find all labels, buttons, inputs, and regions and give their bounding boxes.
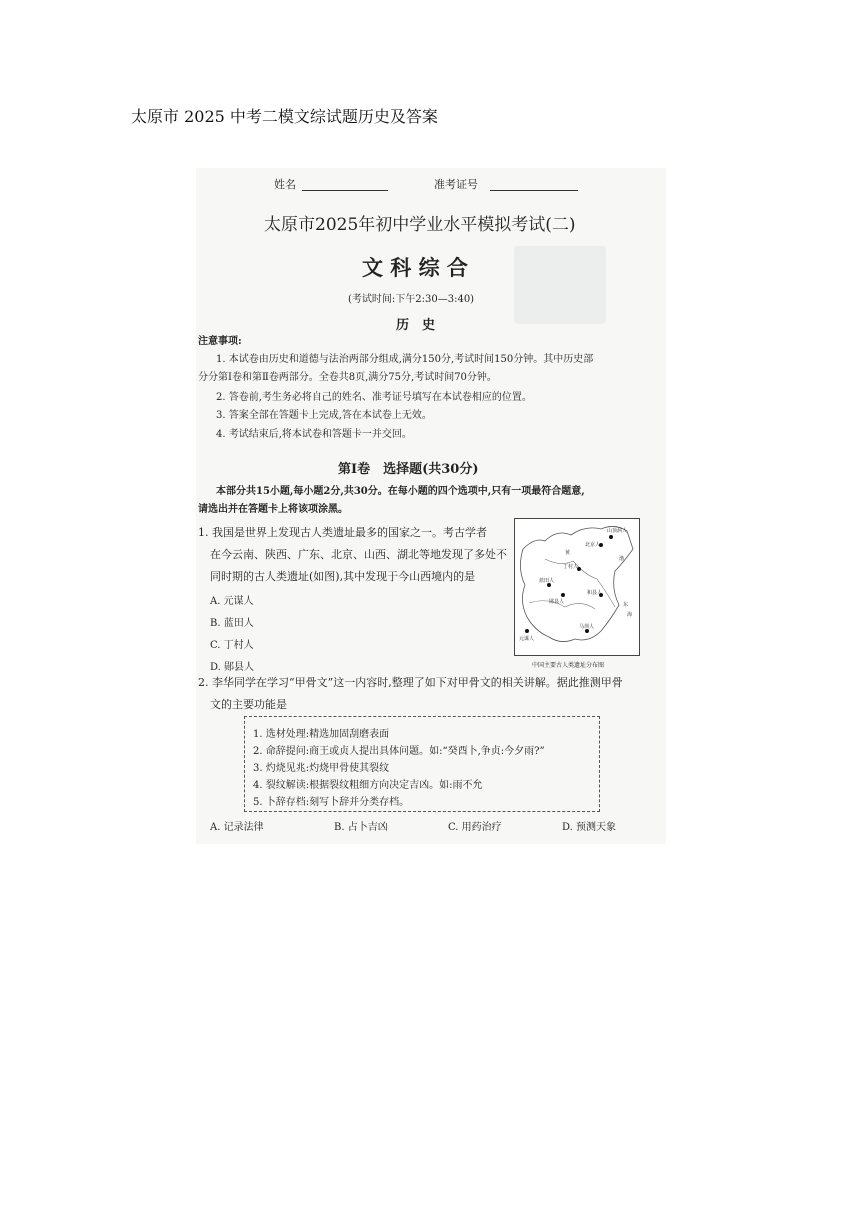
map-label: 蓝田人: [539, 578, 555, 584]
note-item: 分分第Ⅰ卷和第Ⅱ卷两部分。全卷共8页,满分75分,考试时间70分钟。: [198, 372, 497, 383]
id-label: 准考证号: [434, 178, 478, 191]
oracle-bone-box: [244, 716, 600, 812]
box-line: 1. 选材处理:精选加固刮磨表面: [253, 729, 390, 740]
box-line: 2. 命辞提问:商王或贞人提出具体问题。如:“癸酉卜,争贞:今夕雨?”: [253, 746, 545, 757]
map-label: 海: [627, 612, 633, 618]
id-blank: [490, 190, 578, 191]
exam-time: (考试时间:下午2:30—3:40): [348, 294, 475, 305]
map-caption: 中国主要古人类遗址分布图: [532, 662, 605, 669]
exam-title: 太原市2025年初中学业水平模拟考试(二): [264, 215, 576, 235]
exam-scan: [196, 168, 666, 844]
q1-stem: 同时期的古人类遗址(如图),其中发现于今山西境内的是: [210, 570, 476, 583]
map-label: 黄: [565, 550, 571, 556]
notes-heading: 注意事项:: [198, 336, 242, 347]
q2-option: D. 预测天象: [562, 822, 617, 833]
map-label: 北京人: [585, 542, 601, 548]
map-label: 和县人: [587, 590, 603, 596]
part1-intro: 本部分共15小题,每小题2分,共30分。在每小题的四个选项中,只有一项最符合题意,: [216, 486, 585, 497]
part1-intro: 请选出并在答题卡上将该项涂黑。: [198, 504, 348, 515]
q1-stem: 1. 我国是世界上发现古人类遗址最多的国家之一。考古学者: [198, 526, 487, 539]
q1-option: C. 丁村人: [210, 640, 254, 651]
q2-stem: 文的主要功能是: [210, 698, 287, 711]
part1-title: 第Ⅰ卷 选择题(共30分): [338, 462, 479, 477]
note-item: 3. 答案全部在答题卡上完成,答在本试卷上无效。: [216, 410, 432, 421]
box-line: 4. 裂纹解读:根据裂纹粗细方向决定吉凶。如:雨不允: [253, 780, 483, 791]
document-title: 太原市 2025 中考二模文综试题历史及答案: [131, 107, 438, 126]
map-label: 山顶洞人: [607, 528, 628, 534]
note-item: 4. 考试结束后,将本试卷和答题卡一并交回。: [216, 429, 412, 440]
map-label: 马坝人: [579, 624, 595, 630]
hominid-sites-map: [514, 518, 640, 656]
map-label: 郧县人: [549, 599, 565, 605]
map-label: 渤: [619, 556, 625, 562]
q1-option: D. 郧县人: [210, 662, 255, 673]
q2-option: B. 占卜吉凶: [334, 822, 388, 833]
map-label: 丁村人: [563, 564, 579, 570]
name-label: 姓名: [274, 178, 296, 191]
q2-option: A. 记录法律: [210, 822, 264, 833]
q1-option: B. 蓝田人: [210, 618, 254, 629]
note-item: 1. 本试卷由历史和道德与法治两部分组成,满分150分,考试时间150分钟。其中历史部: [216, 354, 594, 365]
section-title: 历 史: [396, 318, 436, 333]
q2-option: C. 用药治疗: [448, 822, 502, 833]
q1-option: A. 元谋人: [210, 596, 254, 607]
box-line: 5. 卜辞存档:刻写卜辞并分类存档。: [253, 797, 410, 808]
name-blank: [302, 190, 388, 191]
note-item: 2. 答卷前,考生务必将自己的姓名、准考证号填写在本试卷相应的位置。: [216, 392, 532, 403]
box-line: 3. 灼烧见兆:灼烧甲骨使其裂纹: [253, 763, 390, 774]
map-label: 元谋人: [519, 636, 535, 642]
map-label: 东: [623, 602, 629, 608]
q2-stem: 2. 李华同学在学习“甲骨文”这一内容时,整理了如下对甲骨文的相关讲解。据此推测甲骨: [198, 676, 623, 689]
q1-stem: 在今云南、陕西、广东、北京、山西、湖北等地发现了多处不: [210, 548, 507, 561]
subject-title: 文 科 综 合: [362, 255, 468, 280]
scan-smudge: [514, 246, 606, 324]
